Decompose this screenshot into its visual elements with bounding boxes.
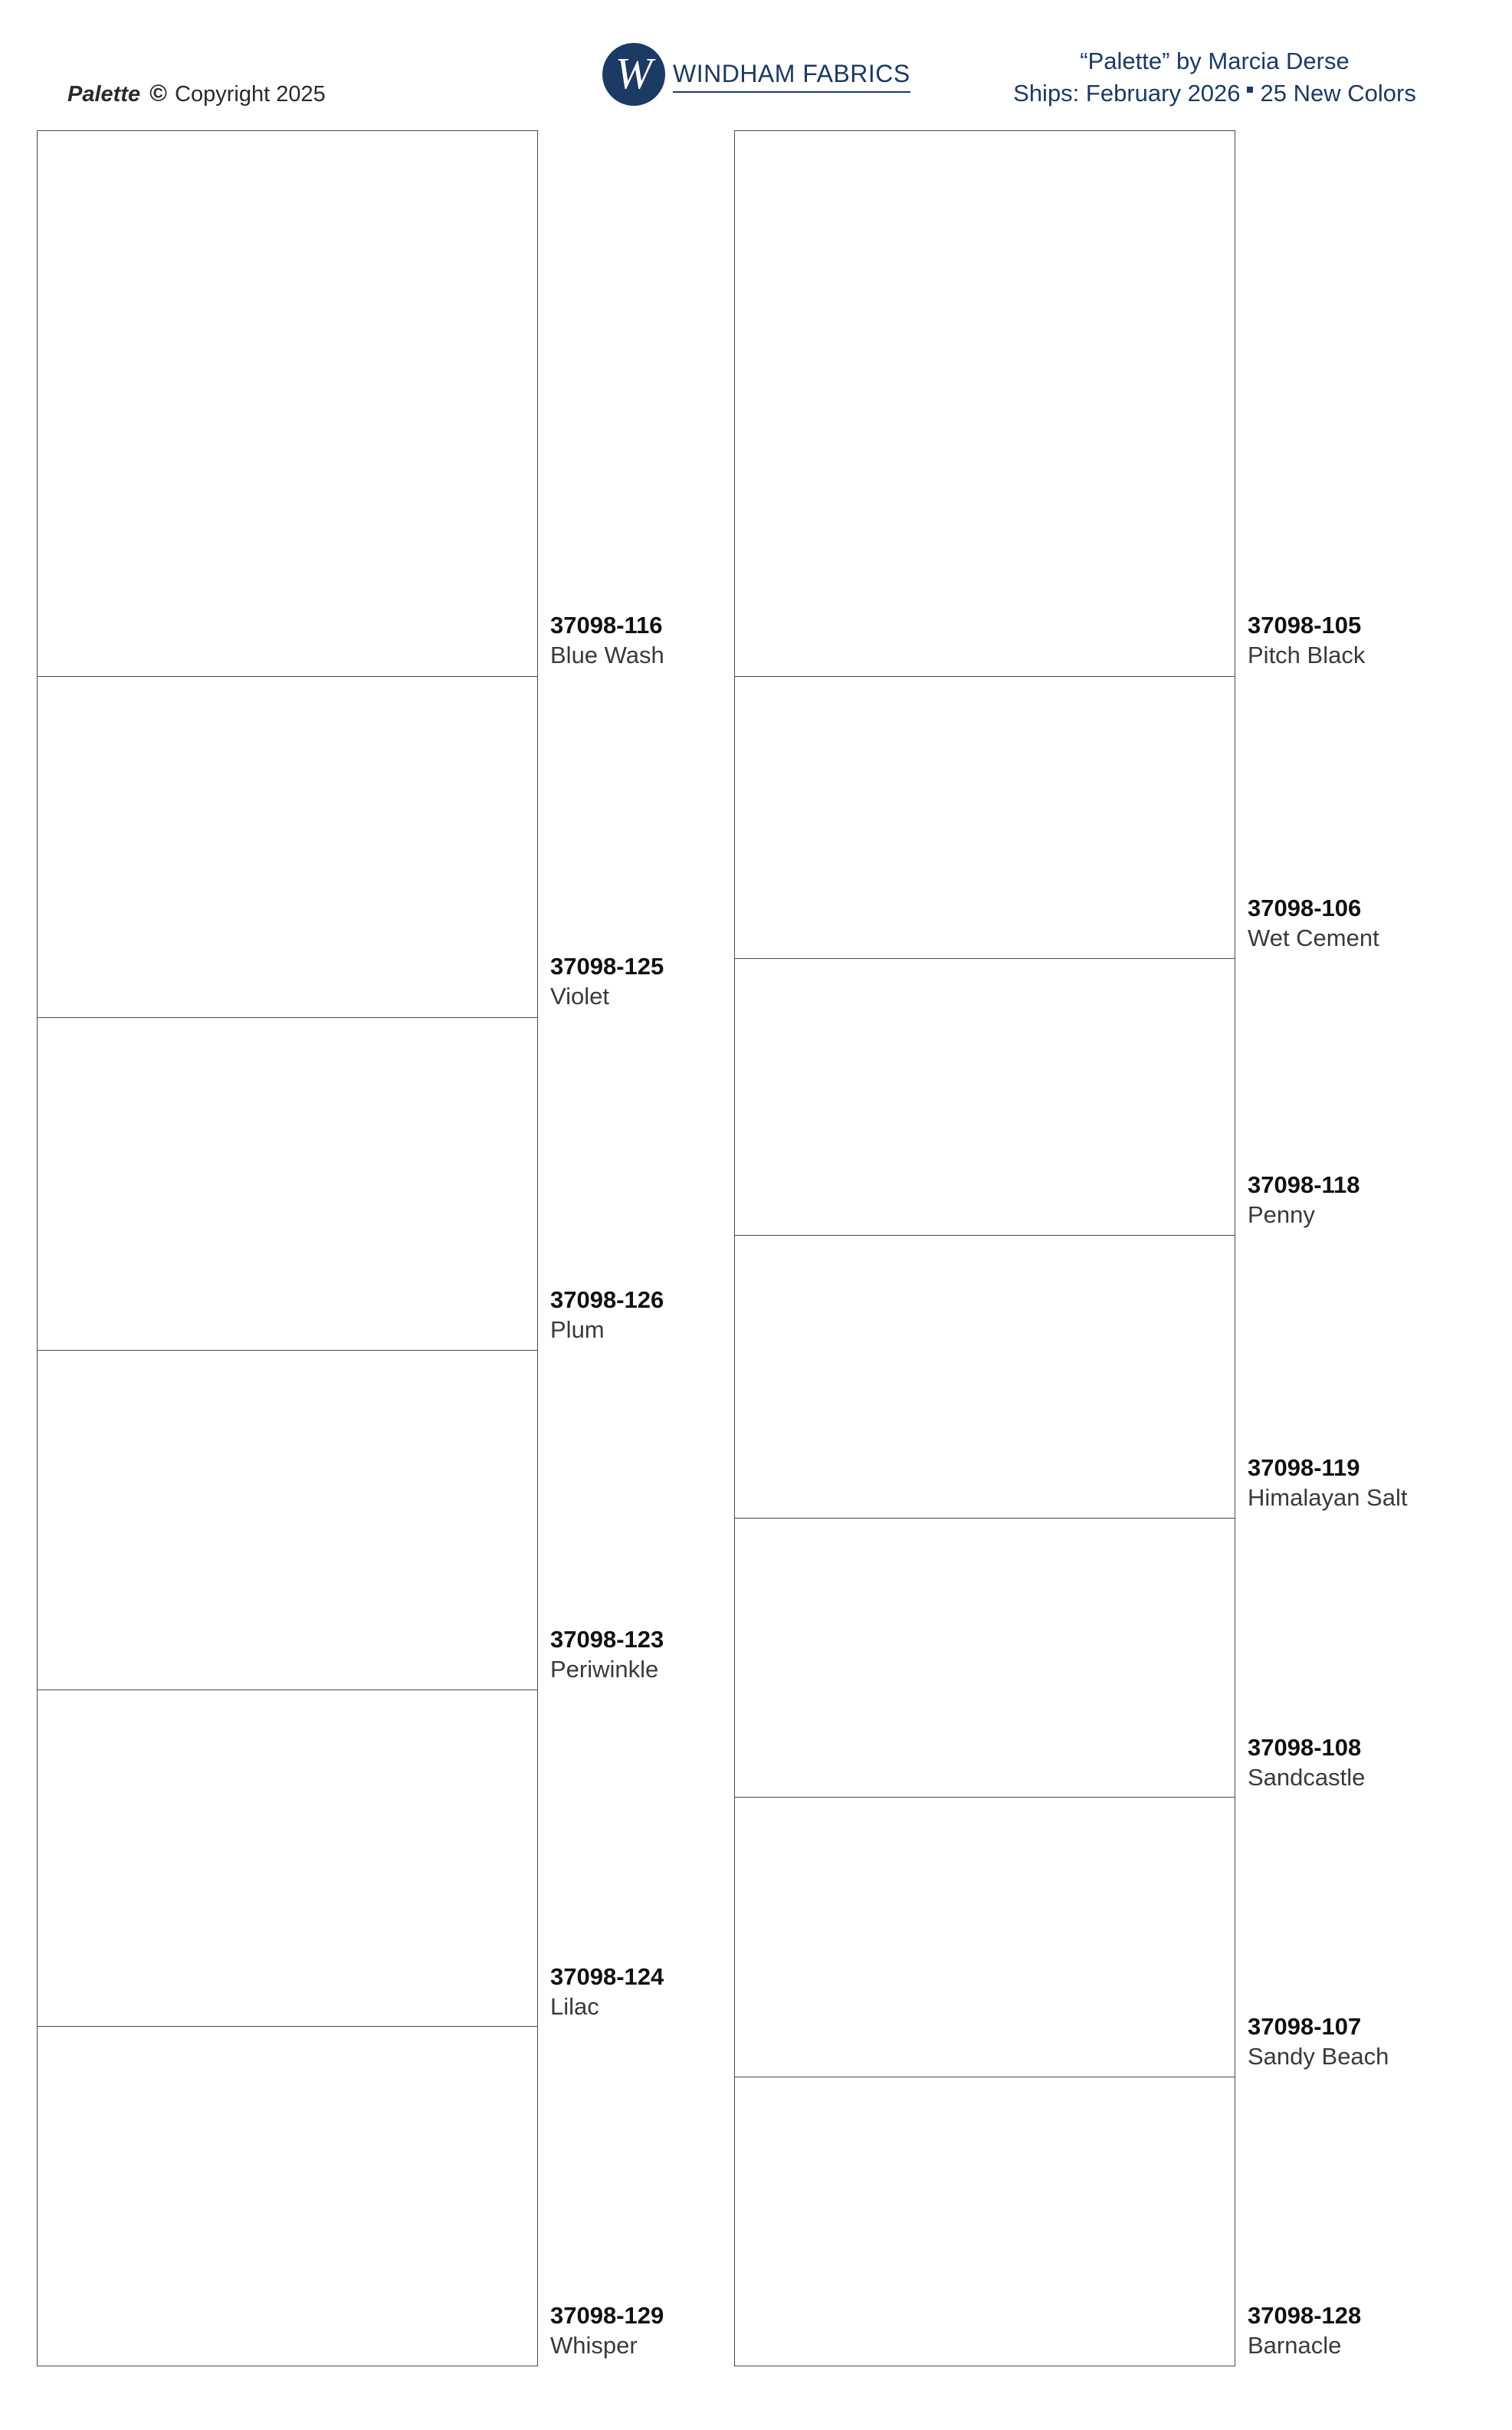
windham-fabrics-logo bbox=[602, 43, 910, 107]
swatch-name: Lilac bbox=[550, 1993, 599, 2020]
swatch-label bbox=[1248, 611, 1365, 671]
swatch-label bbox=[550, 1286, 664, 1345]
swatch-code: 37098-125 bbox=[550, 953, 664, 980]
swatch-code: 37098-126 bbox=[550, 1286, 664, 1313]
swatch-label bbox=[550, 1962, 664, 2022]
new-colors-count: 25 New Colors bbox=[1260, 80, 1416, 107]
ship-info-line bbox=[973, 80, 1456, 107]
copyright-symbol: © bbox=[149, 80, 168, 107]
swatch-name: Penny bbox=[1248, 1201, 1315, 1228]
swatch-code: 37098-129 bbox=[550, 2302, 664, 2329]
swatch-box bbox=[37, 2026, 538, 2366]
swatch-label bbox=[550, 611, 664, 671]
swatch-box bbox=[734, 130, 1235, 678]
brand-name: WINDHAM FABRICS bbox=[673, 60, 910, 93]
swatch-code: 37098-123 bbox=[550, 1626, 664, 1653]
swatch-name: Pitch Black bbox=[1248, 642, 1366, 668]
swatch-code: 37098-128 bbox=[1248, 2302, 1362, 2329]
swatch-code: 37098-106 bbox=[1248, 895, 1362, 921]
swatch-box bbox=[37, 130, 538, 678]
swatch-name: Sandy Beach bbox=[1248, 2043, 1389, 2070]
swatch-label bbox=[550, 1625, 664, 1685]
monogram-icon: W bbox=[602, 43, 665, 106]
swatch-box bbox=[734, 1797, 1235, 2078]
swatch-box bbox=[734, 1235, 1235, 1519]
swatch-label bbox=[1248, 2012, 1389, 2072]
swatch-name: Wet Cement bbox=[1248, 924, 1379, 951]
swatch-box bbox=[734, 1518, 1235, 1798]
swatch-code: 37098-108 bbox=[1248, 1734, 1362, 1761]
swatch-code: 37098-118 bbox=[1248, 1171, 1360, 1198]
copyright-notice bbox=[67, 80, 326, 107]
swatch-box bbox=[37, 1017, 538, 1351]
swatch-name: Sandcastle bbox=[1248, 1764, 1366, 1791]
swatch-name: Blue Wash bbox=[550, 642, 664, 668]
copyright-text: Copyright 2025 bbox=[175, 82, 326, 107]
swatch-label bbox=[550, 2301, 664, 2361]
collection-title: Palette bbox=[67, 82, 141, 107]
swatch-label bbox=[1248, 1733, 1365, 1793]
swatch-name: Whisper bbox=[550, 2332, 638, 2359]
swatch-label bbox=[550, 952, 664, 1012]
swatch-label bbox=[1248, 1453, 1407, 1513]
swatch-label bbox=[1248, 2301, 1361, 2361]
swatch-code: 37098-105 bbox=[1248, 612, 1362, 639]
swatch-code: 37098-107 bbox=[1248, 2013, 1362, 2040]
swatch-box bbox=[734, 2077, 1235, 2366]
swatch-label bbox=[1248, 1171, 1360, 1230]
swatch-name: Himalayan Salt bbox=[1248, 1484, 1408, 1511]
swatch-name: Barnacle bbox=[1248, 2332, 1342, 2359]
swatch-box bbox=[734, 676, 1235, 960]
swatch-box bbox=[37, 676, 538, 1019]
collection-designer-line: “Palette” by Marcia Derse bbox=[1080, 48, 1350, 74]
swatch-box bbox=[37, 1350, 538, 1691]
swatch-name: Periwinkle bbox=[550, 1656, 659, 1683]
swatch-box bbox=[37, 1690, 538, 2028]
ships-date: Ships: February 2026 bbox=[1013, 80, 1241, 107]
swatch-code: 37098-116 bbox=[550, 612, 663, 639]
swatch-label bbox=[1248, 894, 1379, 954]
swatch-code: 37098-119 bbox=[1248, 1454, 1360, 1481]
swatch-name: Violet bbox=[550, 983, 609, 1010]
swatch-box bbox=[734, 958, 1235, 1236]
bullet-square-icon bbox=[1247, 87, 1253, 93]
swatch-code: 37098-124 bbox=[550, 1963, 664, 1990]
swatch-name: Plum bbox=[550, 1316, 605, 1343]
